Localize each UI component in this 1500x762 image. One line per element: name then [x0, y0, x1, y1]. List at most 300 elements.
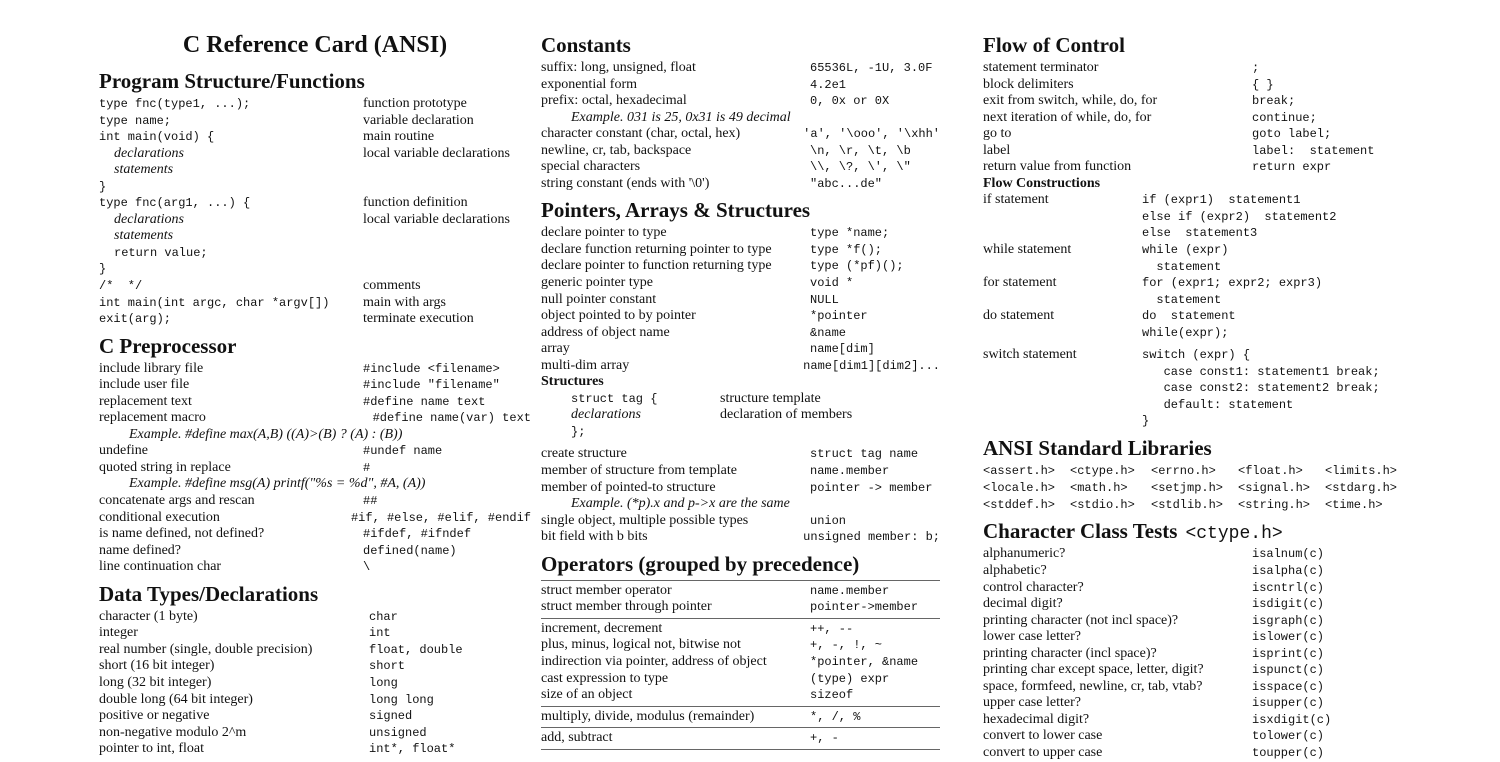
heading-text: Flow of Control — [983, 33, 1125, 57]
table-row — [99, 443, 531, 460]
row-value: int*, float* — [369, 742, 456, 757]
table-row — [541, 599, 940, 616]
row-value: \\, \?, \', \" — [810, 160, 911, 175]
table-row — [983, 364, 1403, 381]
row-label: include library file — [99, 360, 204, 376]
table-row — [541, 654, 940, 671]
row-value: goto label; — [1252, 127, 1332, 142]
row-label: bit field with b bits — [541, 529, 648, 545]
table-row — [99, 642, 531, 659]
row-value: case const1: statement1 break; — [1142, 364, 1380, 379]
row-label: array — [541, 341, 570, 357]
table-row — [99, 708, 531, 725]
row-value: return expr — [1252, 160, 1332, 175]
row-label: concatenate args and rescan — [99, 493, 255, 509]
table-row — [983, 563, 1403, 580]
row-label: space, formfeed, newline, cr, tab, vtab? — [983, 678, 1203, 694]
table-row — [541, 308, 940, 325]
row-value: #define name text — [363, 394, 486, 409]
row-label: convert to lower case — [983, 728, 1103, 744]
table-row — [983, 546, 1403, 563]
row-value: label: statement — [1252, 143, 1375, 158]
table-row — [99, 295, 531, 312]
row-label: exit(arg); — [99, 312, 172, 327]
library-header: <assert.h> — [983, 464, 1056, 479]
table-row — [541, 143, 940, 160]
row-label: block delimiters — [983, 76, 1074, 92]
row-value: continue; — [1252, 110, 1317, 125]
row-label: special characters — [541, 159, 641, 175]
row-label: double long (64 bit integer) — [99, 691, 253, 707]
table-row — [983, 325, 1403, 342]
row-value: #undef name — [363, 444, 443, 459]
table-row — [99, 261, 531, 278]
row-value: name.member — [810, 464, 890, 479]
row-label: positive or negative — [99, 708, 210, 724]
heading-text: Pointers, Arrays & Structures — [541, 198, 811, 223]
row-value: 'a', '\ooo', '\xhh' — [803, 127, 940, 142]
section-heading-preproc — [99, 332, 531, 361]
library-header: <string.h> — [1238, 497, 1311, 512]
row-label: int main(void) { — [99, 130, 215, 145]
row-value: #include "filename" — [363, 378, 500, 393]
section-pointers — [541, 225, 940, 545]
table-row — [541, 159, 940, 176]
table-row — [99, 361, 531, 378]
row-value: pointer->member — [810, 600, 919, 615]
row-label: int main(int argc, char *argv[]) — [99, 295, 330, 310]
row-label: statement terminator — [983, 60, 1099, 75]
row-value: short — [369, 659, 406, 674]
row-value: ## — [363, 494, 378, 509]
row-value: name.member — [810, 583, 890, 598]
row-label: quoted string in replace — [99, 459, 231, 475]
table-row — [983, 646, 1403, 663]
row-label: upper case letter? — [983, 695, 1081, 711]
row-value: } — [1142, 414, 1150, 429]
row-label: declare pointer to type — [541, 225, 667, 241]
row-value: isalpha(c) — [1252, 563, 1325, 578]
table-row — [99, 658, 531, 675]
section-heading-datatypes — [99, 580, 531, 609]
row-value: #if, #else, #elif, #endif — [350, 510, 531, 525]
row-label: lower case letter? — [983, 629, 1081, 645]
table-row — [983, 292, 1403, 309]
row-value: declaration of members — [720, 407, 853, 423]
row-value: type (*pf)(); — [810, 259, 904, 274]
example-line — [99, 427, 531, 444]
table-row — [541, 341, 940, 358]
library-header: <math.h> — [1070, 480, 1128, 495]
table-row — [99, 559, 531, 576]
row-value: \n, \r, \t, \b — [810, 143, 911, 158]
row-label: declarations — [571, 407, 641, 423]
section-progstruct — [99, 96, 531, 328]
library-header: <stdio.h> — [1070, 497, 1135, 512]
row-label: size of an object — [541, 687, 633, 703]
table-row — [541, 407, 940, 424]
column-3 — [983, 27, 1403, 762]
row-label: multi-dim array — [541, 357, 630, 373]
table-row — [99, 278, 531, 295]
row-value: \ — [363, 560, 371, 575]
row-value: isprint(c) — [1252, 646, 1325, 661]
library-header: <ctype.h> — [1070, 464, 1135, 479]
row-label: exponential form — [541, 76, 638, 92]
library-header: <locale.h> — [983, 480, 1056, 495]
table-row — [541, 258, 940, 275]
table-row — [541, 60, 940, 77]
row-label: replacement macro — [99, 410, 206, 426]
table-row — [541, 292, 940, 309]
row-value: void * — [810, 276, 854, 291]
row-label: type name; — [99, 113, 172, 128]
row-value: else if (expr2) statement2 — [1142, 209, 1337, 224]
row-value: "abc...de" — [810, 176, 883, 191]
row-value: variable declaration — [363, 112, 474, 128]
row-label: do statement — [983, 308, 1055, 324]
row-label: declare pointer to function returning type — [541, 258, 772, 274]
row-value: #define name(var) text — [372, 411, 531, 426]
row-value: defined(name) — [363, 543, 457, 558]
row-label: Structures — [541, 374, 604, 390]
table-row — [983, 745, 1403, 762]
row-label: printing character (not incl space)? — [983, 612, 1179, 628]
card-title: C Reference Card (ANSI) — [182, 32, 448, 58]
row-value: # — [363, 460, 371, 475]
section-heading-chartests — [983, 517, 1403, 546]
table-row — [541, 126, 940, 143]
table-row — [541, 424, 940, 441]
precedence-group — [541, 581, 940, 619]
row-label: decimal digit? — [983, 596, 1063, 612]
library-grid — [983, 463, 1403, 513]
table-row — [541, 93, 940, 110]
table-row — [99, 493, 531, 510]
row-value: tolower(c) — [1252, 729, 1325, 744]
row-value: long long — [369, 692, 434, 707]
row-value: statement — [1142, 292, 1222, 307]
example-line — [541, 496, 940, 513]
row-label: struct member operator — [541, 582, 672, 598]
table-row — [983, 662, 1403, 679]
precedence-group — [541, 707, 940, 729]
row-label: Example. #define max(A,B) ((A)>(B) ? (A) : (B)) — [129, 426, 403, 442]
library-header: <time.h> — [1325, 497, 1383, 512]
heading-text: Program Structure/Functions — [99, 69, 365, 93]
library-header: <float.h> — [1238, 464, 1303, 479]
table-row — [541, 687, 940, 704]
section-flowc — [983, 192, 1403, 430]
section-flow — [983, 60, 1403, 192]
row-label: return value from function — [983, 159, 1132, 175]
table-row — [541, 637, 940, 654]
table-row — [983, 695, 1403, 712]
table-row — [99, 675, 531, 692]
table-row — [99, 609, 531, 626]
section-preproc — [99, 361, 531, 576]
row-label: object pointed to by pointer — [541, 308, 696, 324]
heading-text: ANSI Standard Libraries — [983, 436, 1212, 461]
table-row — [99, 113, 531, 130]
row-value: comments — [363, 278, 421, 294]
table-row — [983, 159, 1403, 176]
heading-text: Operators (grouped by precedence) — [541, 551, 860, 576]
table-row — [99, 129, 531, 146]
table-row — [99, 179, 531, 196]
row-value: struct tag name — [810, 447, 919, 462]
table-row — [99, 96, 531, 113]
table-row — [983, 679, 1403, 696]
table-row — [99, 725, 531, 742]
row-value: unsigned — [369, 725, 427, 740]
row-value: isgraph(c) — [1252, 613, 1325, 628]
column-1 — [99, 27, 531, 758]
table-row — [983, 580, 1403, 597]
example-line — [99, 476, 531, 493]
row-label: character constant (char, octal, hex) — [541, 126, 741, 142]
table-row — [99, 394, 531, 411]
row-label: short (16 bit integer) — [99, 658, 215, 674]
column-2 — [541, 27, 940, 750]
row-value: default: statement — [1142, 397, 1294, 412]
row-value: else statement3 — [1142, 226, 1258, 241]
row-label: type fnc(type1, ...); — [99, 97, 251, 111]
table-row — [983, 728, 1403, 745]
section-datatypes — [99, 609, 531, 758]
row-value: { } — [1252, 77, 1274, 92]
table-row — [541, 583, 940, 600]
section-heading-operators — [541, 550, 940, 579]
row-label: statements — [114, 162, 174, 178]
row-value: sizeof — [810, 688, 854, 703]
row-label: alphanumeric? — [983, 546, 1066, 562]
row-label: declarations — [114, 145, 184, 161]
row-label: declare function returning pointer to type — [541, 241, 772, 257]
row-label: type fnc(arg1, ...) { — [99, 196, 251, 211]
row-label: prefix: octal, hexadecimal — [541, 93, 687, 109]
table-row — [983, 413, 1403, 430]
row-value: *, /, % — [810, 709, 861, 724]
table-row — [541, 730, 940, 747]
example-line — [541, 110, 940, 127]
row-value: float, double — [369, 642, 463, 657]
row-value: isalnum(c) — [1252, 547, 1325, 562]
row-value: name[dim1][dim2]... — [803, 358, 940, 373]
table-row — [541, 529, 940, 546]
row-value: 65536L, -1U, 3.0F — [810, 61, 933, 75]
precedence-group — [541, 619, 940, 707]
row-value: NULL — [810, 292, 839, 307]
row-value: 0, 0x or 0X — [810, 94, 890, 109]
row-label: Flow Constructions — [983, 175, 1101, 191]
row-label: statements — [114, 228, 174, 244]
row-value: +, - — [810, 731, 839, 746]
row-value: 4.2e1 — [810, 77, 847, 92]
row-value: char — [369, 609, 398, 624]
operators-table — [541, 580, 940, 750]
table-row — [99, 245, 531, 262]
table-row — [983, 77, 1403, 94]
table-row — [99, 212, 531, 229]
row-value: toupper(c) — [1252, 745, 1325, 760]
section-heading-pointers — [541, 196, 940, 225]
table-row — [99, 162, 531, 179]
table-row — [99, 410, 531, 427]
row-label: pointer to int, float — [99, 741, 204, 757]
library-header: <limits.h> — [1325, 464, 1398, 479]
row-value: main with args — [363, 294, 446, 310]
row-label: non-negative modulo 2^m — [99, 724, 247, 740]
row-label: create structure — [541, 446, 627, 462]
row-label: cast expression to type — [541, 670, 669, 686]
table-row — [983, 596, 1403, 613]
row-value: #include <filename> — [363, 361, 500, 376]
row-value: type *f(); — [810, 242, 883, 257]
table-row — [541, 325, 940, 342]
table-row — [983, 712, 1403, 729]
row-value: do statement — [1142, 309, 1236, 324]
row-label: line continuation char — [99, 559, 222, 575]
row-label: Example. (*p).x and p->x are the same — [571, 496, 790, 512]
table-row — [99, 377, 531, 394]
table-row — [99, 692, 531, 709]
row-value: switch (expr) { — [1142, 348, 1251, 363]
row-label: next iteration of while, do, for — [983, 109, 1152, 125]
table-row — [541, 242, 940, 259]
row-label: indirection via pointer, address of object — [541, 653, 767, 669]
row-label: } — [99, 179, 107, 194]
table-row — [983, 275, 1403, 292]
row-value: union — [810, 513, 847, 528]
table-row — [99, 460, 531, 477]
row-value: signed — [369, 709, 413, 724]
table-row — [99, 543, 531, 560]
section-heading-progstruct — [99, 67, 531, 96]
row-label: alphabetic? — [983, 562, 1047, 578]
table-row — [99, 311, 531, 328]
row-label: single object, multiple possible types — [541, 512, 749, 528]
table-row — [983, 308, 1403, 325]
row-label: conditional execution — [99, 509, 220, 525]
row-value: ; — [1252, 61, 1260, 75]
row-value: case const2: statement2 break; — [1142, 381, 1380, 396]
row-value: local variable declarations — [363, 211, 510, 227]
row-value: if (expr1) statement1 — [1142, 193, 1301, 208]
table-row — [983, 613, 1403, 630]
table-row — [541, 621, 940, 638]
row-value: function definition — [363, 195, 468, 211]
row-label: undefine — [99, 443, 148, 459]
row-label: long (32 bit integer) — [99, 674, 212, 690]
row-label: integer — [99, 625, 138, 641]
section-heading-constants — [541, 31, 940, 60]
heading-text: C Preprocessor — [99, 333, 237, 358]
table-row — [541, 77, 940, 94]
row-value: name[dim] — [810, 342, 875, 357]
library-header: <stdarg.h> — [1325, 480, 1398, 495]
row-value: isupper(c) — [1252, 696, 1325, 711]
table-row — [541, 513, 940, 530]
row-label: newline, cr, tab, backspace — [541, 142, 692, 158]
row-value: +, -, !, ~ — [810, 638, 883, 653]
row-value: *pointer — [810, 309, 868, 324]
table-row — [983, 225, 1403, 242]
section-heading-flow — [983, 31, 1403, 60]
table-row — [983, 380, 1403, 397]
section-constants — [541, 60, 940, 192]
table-row — [983, 126, 1403, 143]
row-value: islower(c) — [1252, 630, 1325, 645]
table-row — [99, 195, 531, 212]
row-value: structure template — [720, 390, 821, 406]
row-label: multiply, divide, modulus (remainder) — [541, 708, 755, 724]
section-chartests — [983, 546, 1403, 761]
subheading — [983, 176, 1403, 193]
table-row — [99, 228, 531, 245]
section-heading-ansi — [983, 434, 1403, 463]
table-row — [541, 446, 940, 463]
row-label: /* */ — [99, 279, 143, 294]
row-label: go to — [983, 126, 1012, 142]
table-row — [983, 629, 1403, 646]
row-value: ispunct(c) — [1252, 663, 1325, 678]
library-header: <stddef.h> — [983, 497, 1056, 512]
row-value: while (expr) — [1142, 243, 1229, 258]
table-row — [541, 709, 940, 726]
row-value: unsigned member: b; — [803, 530, 940, 545]
table-row — [541, 671, 940, 688]
row-value: break; — [1252, 94, 1296, 109]
row-value: ++, -- — [810, 621, 854, 636]
heading-header-name: <ctype.h> — [1185, 524, 1283, 545]
table-row — [983, 397, 1403, 414]
table-row — [99, 526, 531, 543]
row-label: printing char except space, letter, digit? — [983, 662, 1204, 678]
table-row — [541, 225, 940, 242]
row-label: plus, minus, logical not, bitwise not — [541, 637, 741, 653]
table-row — [99, 510, 531, 527]
row-label: include user file — [99, 377, 190, 393]
row-label: character (1 byte) — [99, 608, 198, 624]
row-label: return value; — [114, 245, 208, 260]
row-value: type *name; — [810, 226, 890, 241]
table-row — [983, 209, 1403, 226]
row-label: if statement — [983, 192, 1049, 208]
table-row — [541, 391, 940, 408]
table-row — [983, 93, 1403, 110]
table-row — [541, 480, 940, 497]
row-value: long — [369, 675, 398, 690]
row-value: (type) expr — [810, 671, 890, 686]
row-label: while statement — [983, 242, 1072, 258]
row-label: for statement — [983, 275, 1057, 291]
row-label: }; — [571, 424, 586, 439]
precedence-group — [541, 728, 940, 750]
row-value: isdigit(c) — [1252, 597, 1325, 612]
row-value: local variable declarations — [363, 145, 510, 161]
row-label: is name defined, not defined? — [99, 526, 265, 542]
subheading — [541, 374, 940, 391]
row-value: &name — [810, 325, 847, 340]
table-row — [983, 347, 1403, 364]
table-row — [541, 463, 940, 480]
row-value: isxdigit(c) — [1252, 712, 1332, 727]
row-label: declarations — [114, 211, 184, 227]
row-label: replacement text — [99, 393, 192, 409]
library-header: <signal.h> — [1238, 480, 1311, 495]
heading-text: Character Class Tests — [983, 519, 1178, 544]
